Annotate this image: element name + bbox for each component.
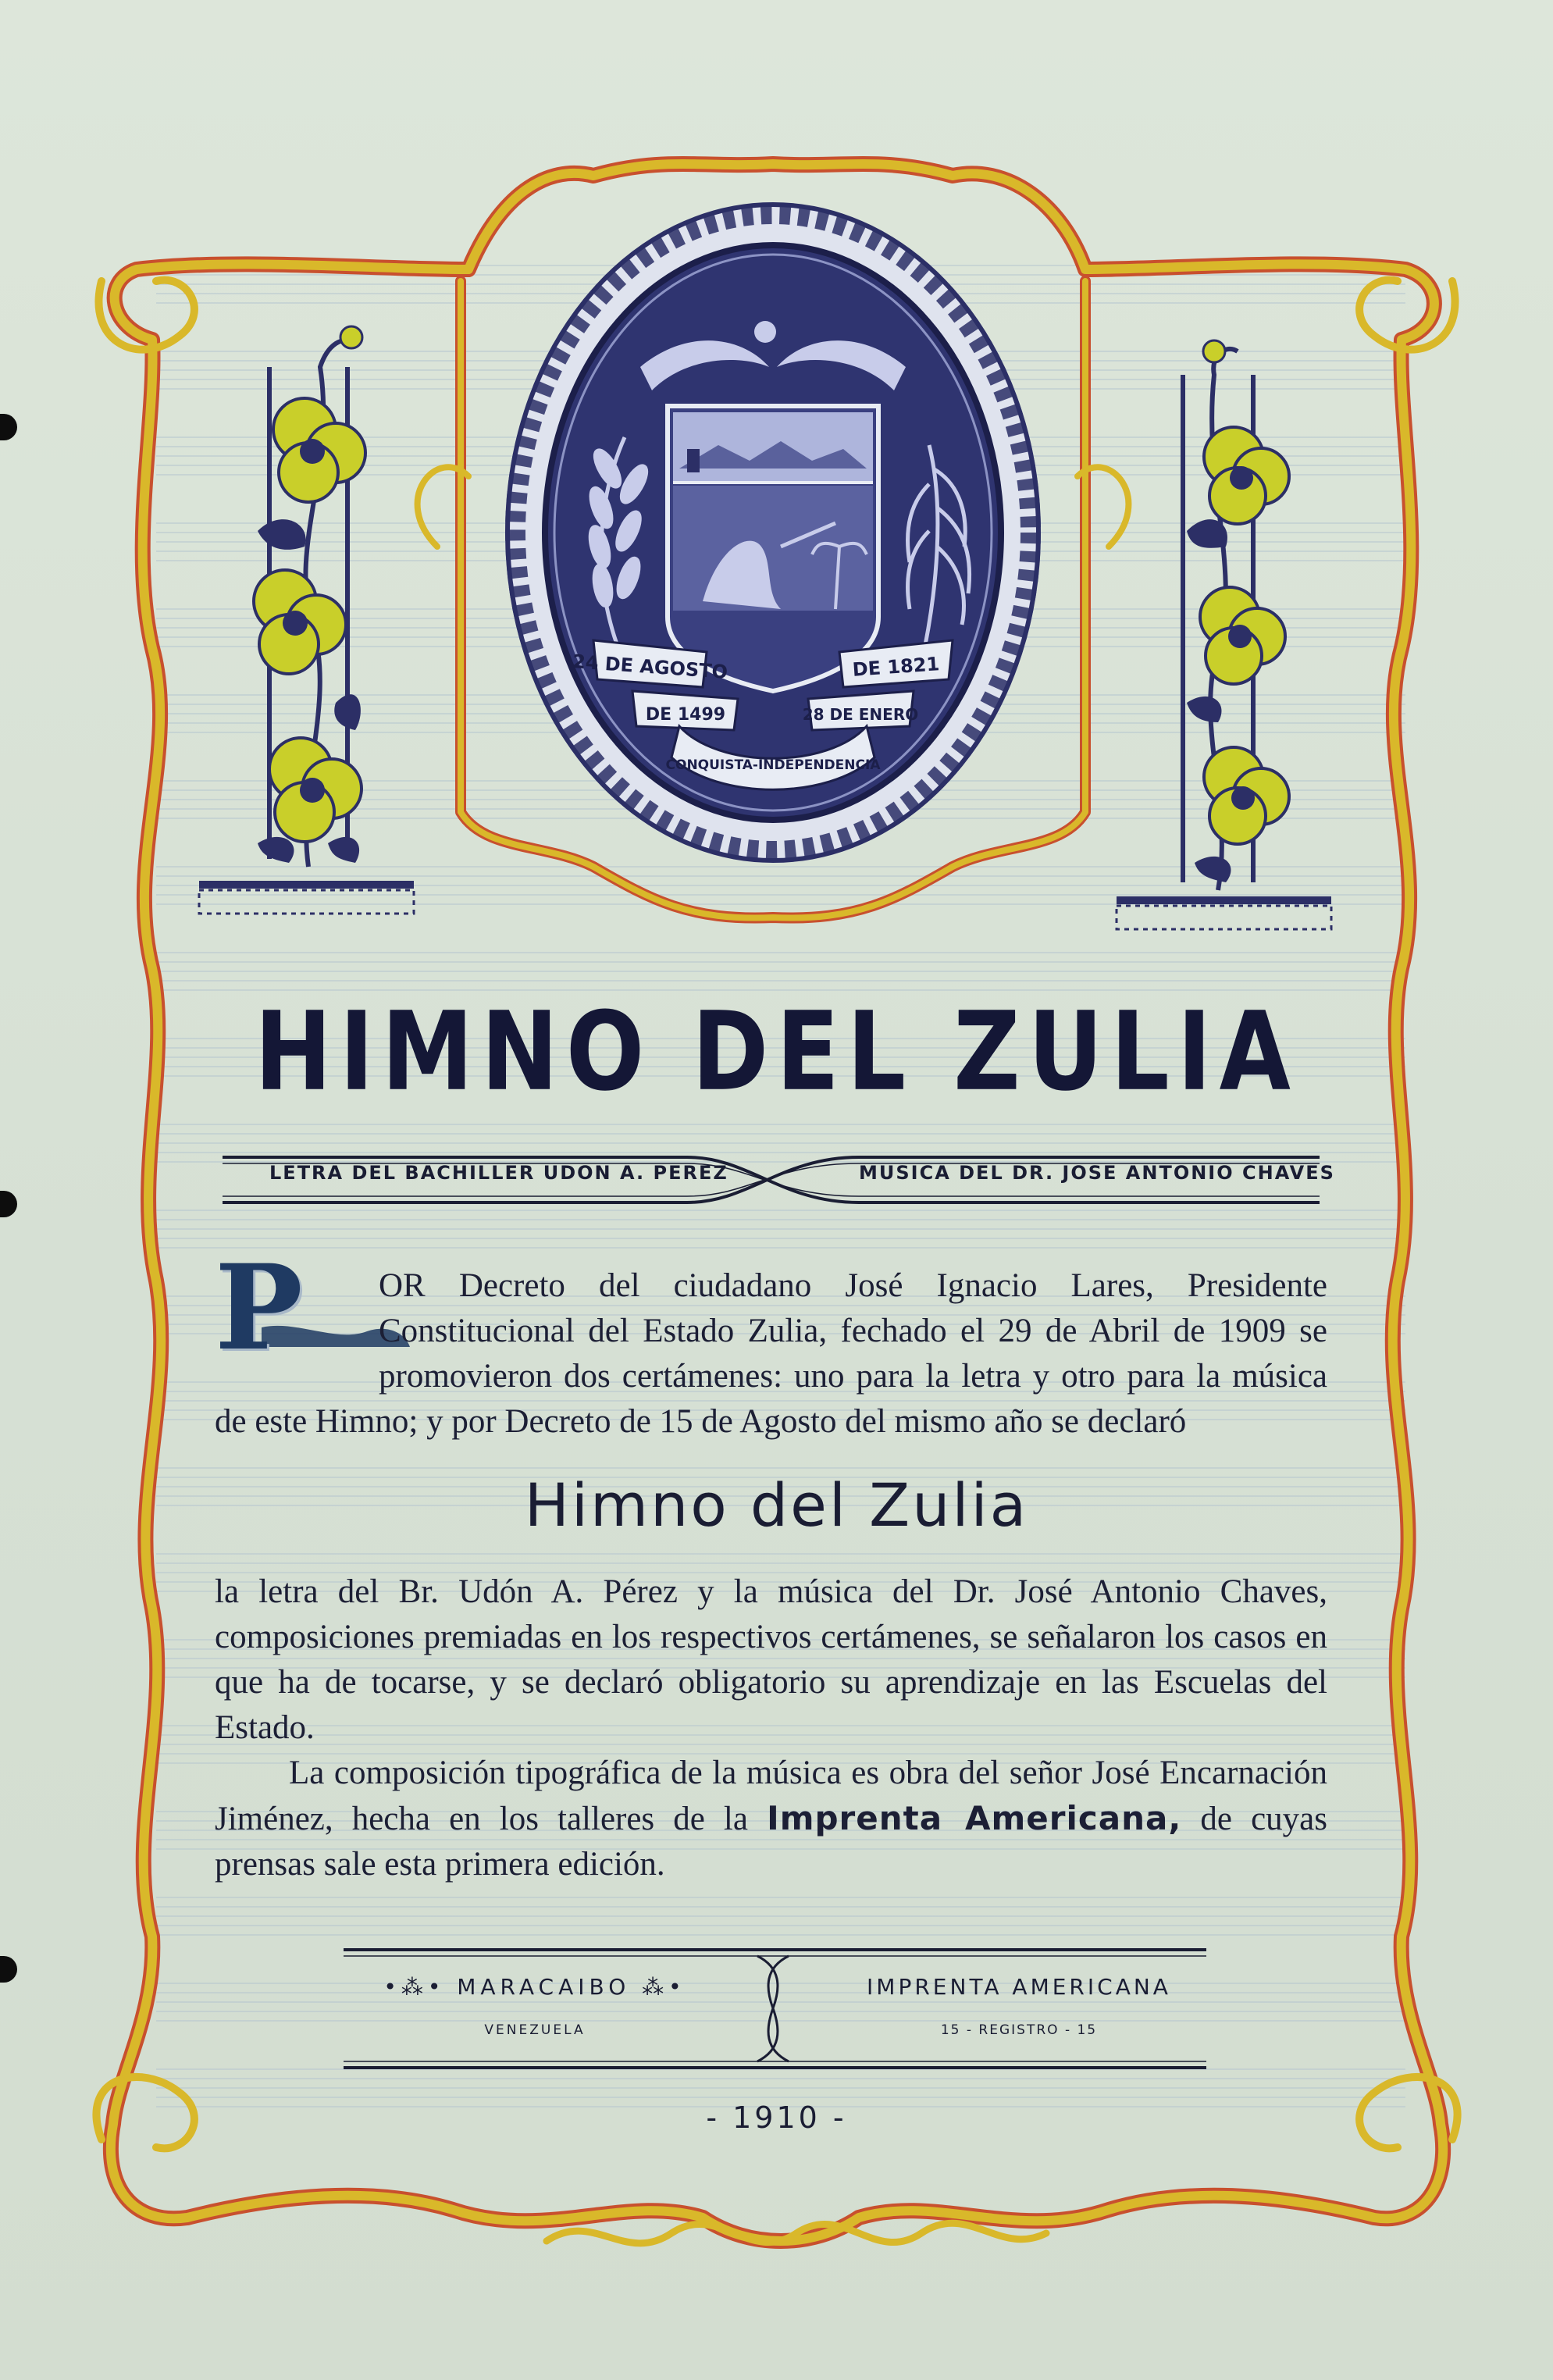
page-title: HIMNO DEL ZULIA [255, 988, 1298, 1115]
imprint-press: IMPRENTA AMERICANA [867, 1974, 1171, 2000]
music-credit: MUSICA DEL DR. JOSE ANTONIO CHAVES [859, 1162, 1335, 1184]
paragraph-authors: la letra del Br. Udón A. Pérez y la música del Dr. José Antonio Chaves, composiciones premiadas en los respectivos certámenes, se señalaron los casos en que ha de tocarse, y se declaró obligatorio su aprendizaje en las Escuelas del Estado. [215, 1573, 1327, 1746]
ribbon-text-motto: CONQUISTA-INDEPENDENCIA [665, 757, 881, 773]
ribbon-text-date-right: 28 DE ENERO [802, 705, 919, 724]
paragraph-typography [215, 1751, 1327, 1887]
imprint-city: •⁂• MARACAIBO ⁂• [383, 1974, 686, 2000]
typography-text-before: La composición tipográfica de la música es obra del señor José Encarnación Jiménez, hecha en los talleres de la [215, 1755, 1327, 1837]
paragraph-decree [215, 1239, 1327, 1445]
dropcap-letter: P [215, 1239, 303, 1377]
anthem-heading: Himno del Zulia [524, 1470, 1029, 1540]
dropcap-ornament [215, 1239, 371, 1377]
imprenta-americana-bold: Imprenta Americana, [767, 1799, 1182, 1837]
publication-year: - 1910 - [706, 2100, 847, 2135]
imprint-registry: 15 - REGISTRO - 15 [940, 2022, 1098, 2038]
coat-of-arms-seal [508, 205, 1038, 860]
typography-text-after: de cuyas prensas sale esta primera edición. [215, 1801, 1327, 1883]
ribbon-text-year-right: DE 1821 [851, 653, 941, 681]
ribbon-text-year-left: DE 1499 [645, 705, 726, 725]
ribbon-text-date-left: 24 DE AGOSTO [572, 650, 728, 683]
lyrics-credit: LETRA DEL BACHILLER UDON A. PEREZ [269, 1162, 728, 1184]
paragraph-decree-text: OR Decreto del ciudadano José Ignacio Lares, Presidente Constitucional del Estado Zulia, fechado el 29 de Abril de 1909 se promovieron dos certámenes: uno para la letra y otro para la música de este Himno; y por Decreto de 15 de Agosto del mismo año se declaró [215, 1267, 1327, 1440]
imprint-country: VENEZUELA [484, 2022, 586, 2038]
